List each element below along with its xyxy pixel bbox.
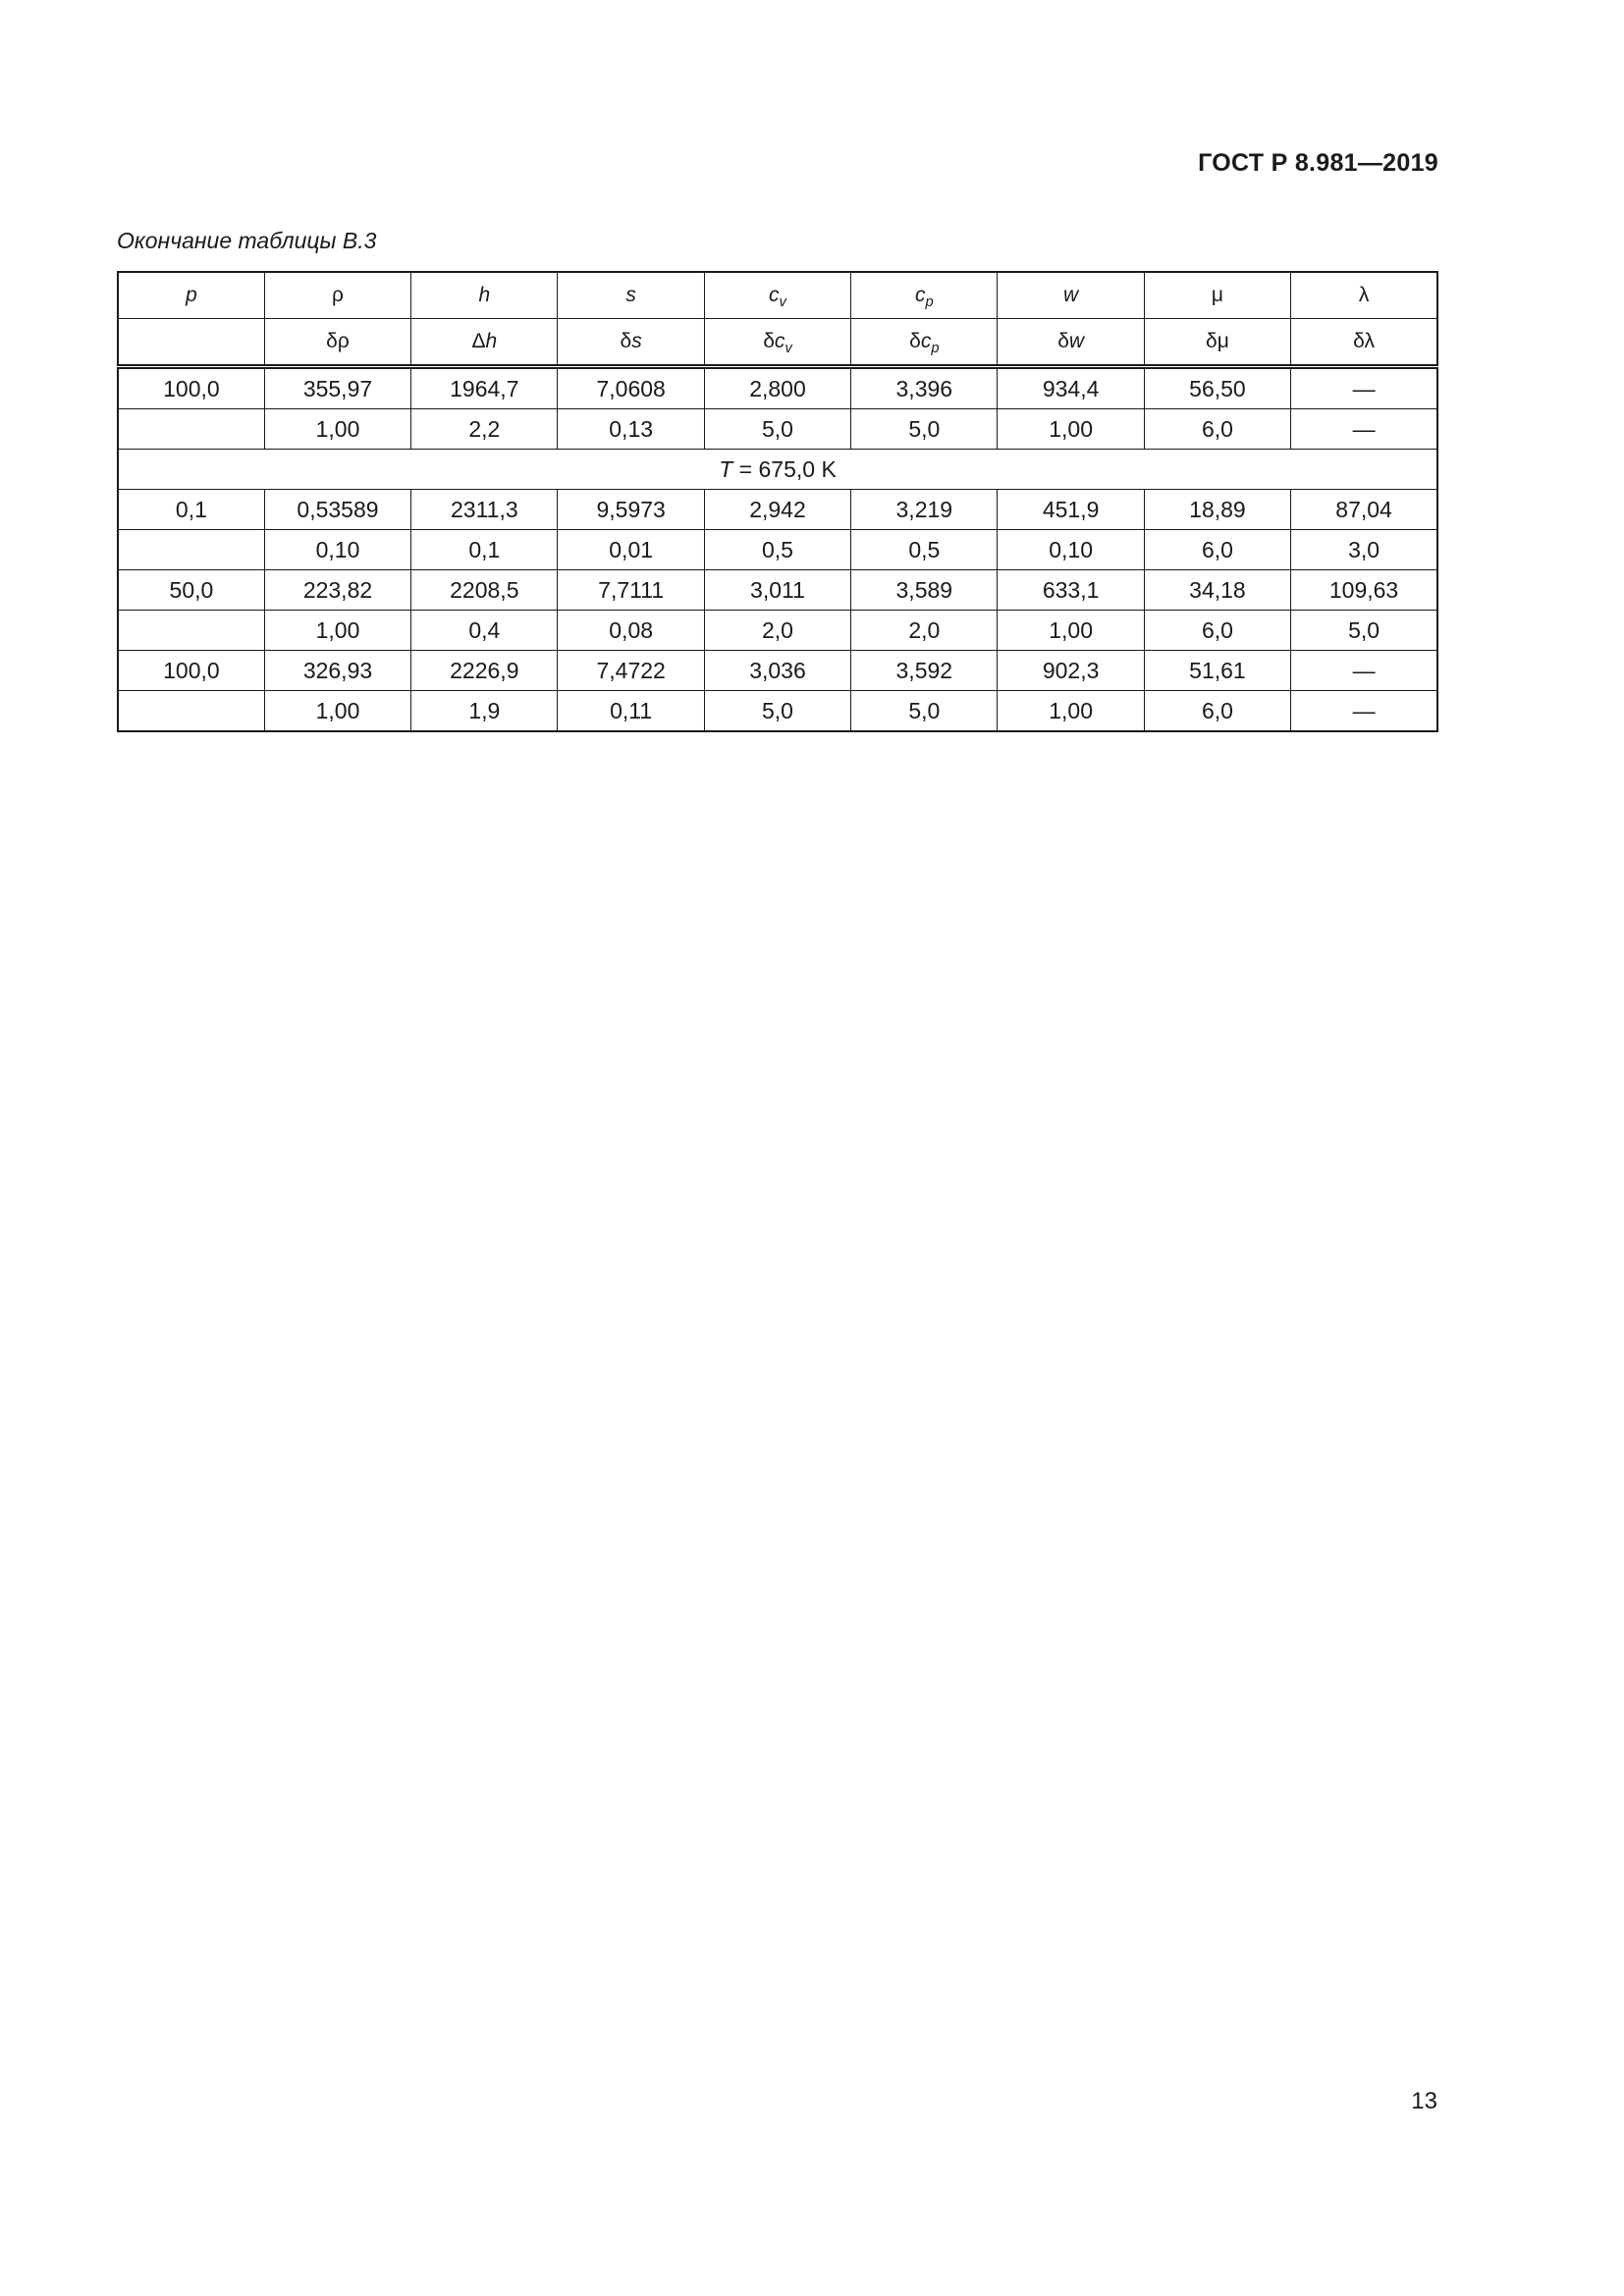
- header-symbol: δρ: [326, 330, 350, 352]
- table-cell: 1964,7: [411, 367, 558, 409]
- header-symbol: λ: [1358, 284, 1370, 306]
- header-symbol: δs: [620, 330, 642, 352]
- table-cell: 1,00: [998, 409, 1144, 450]
- table-cell: 633,1: [998, 570, 1144, 611]
- header-symbol: δw: [1057, 330, 1085, 352]
- table-cell: 109,63: [1291, 570, 1437, 611]
- table-cell: 2,0: [704, 611, 850, 651]
- table-cell: 6,0: [1144, 691, 1290, 732]
- table-cell: 1,00: [998, 691, 1144, 732]
- table-cell: 6,0: [1144, 409, 1290, 450]
- table-cell: 87,04: [1291, 490, 1437, 530]
- table-cell: 326,93: [264, 651, 410, 691]
- table-cell: —: [1291, 367, 1437, 409]
- table-row: [118, 570, 1437, 611]
- document-code: ГОСТ Р 8.981—2019: [1198, 149, 1438, 177]
- header-subscript: p: [931, 341, 940, 357]
- table-cell: 18,89: [1144, 490, 1290, 530]
- header-symbol: δc: [763, 330, 785, 352]
- table-cell: [118, 691, 264, 732]
- table-cell: 934,4: [998, 367, 1144, 409]
- table-cell: 5,0: [851, 691, 998, 732]
- table-cell: 100,0: [118, 651, 264, 691]
- header-cell: [411, 272, 558, 319]
- table-cell: 223,82: [264, 570, 410, 611]
- table-cell: 2,0: [851, 611, 998, 651]
- header-cell: [704, 319, 850, 367]
- table-cell: 100,0: [118, 367, 264, 409]
- table-caption: Окончание таблицы В.3: [117, 228, 377, 253]
- header-subscript: v: [785, 341, 792, 357]
- header-cell: [1291, 272, 1437, 319]
- table-row: [118, 651, 1437, 691]
- table-cell: [118, 611, 264, 651]
- table-cell: 0,10: [264, 530, 410, 570]
- table-row: [118, 691, 1437, 732]
- header-cell: [851, 272, 998, 319]
- table-cell: 50,0: [118, 570, 264, 611]
- table-cell: 0,13: [558, 409, 704, 450]
- table-cell: —: [1291, 409, 1437, 450]
- table-cell: 7,7111: [558, 570, 704, 611]
- header-cell: [558, 319, 704, 367]
- table-cell: 0,4: [411, 611, 558, 651]
- table-cell: 7,0608: [558, 367, 704, 409]
- table-cell: 355,97: [264, 367, 410, 409]
- header-symbol: h: [478, 284, 491, 306]
- table-cell: 6,0: [1144, 530, 1290, 570]
- table-cell: 1,00: [264, 691, 410, 732]
- header-symbol: c: [914, 284, 926, 306]
- page-number: 13: [1411, 2088, 1437, 2114]
- header-cell: [998, 319, 1144, 367]
- table-cell: 5,0: [1291, 611, 1437, 651]
- table-cell: 3,589: [851, 570, 998, 611]
- temperature-section-label: T = 675,0 K: [118, 450, 1437, 490]
- table-cell: 2,942: [704, 490, 850, 530]
- header-symbol: δc: [909, 330, 932, 352]
- table-cell: 2208,5: [411, 570, 558, 611]
- header-cell: [704, 272, 850, 319]
- header-row-uncertainties: [118, 319, 1437, 367]
- table-row: [118, 367, 1437, 409]
- table-cell: 5,0: [704, 691, 850, 732]
- table-cell: 0,08: [558, 611, 704, 651]
- table-cell: 7,4722: [558, 651, 704, 691]
- table-cell: 0,11: [558, 691, 704, 732]
- table-cell: 51,61: [1144, 651, 1290, 691]
- header-cell: [998, 272, 1144, 319]
- header-symbol: w: [1063, 284, 1079, 306]
- table-cell: 6,0: [1144, 611, 1290, 651]
- table-cell: 5,0: [851, 409, 998, 450]
- table-cell: 3,592: [851, 651, 998, 691]
- table-cell: 5,0: [704, 409, 850, 450]
- table-cell: 56,50: [1144, 367, 1290, 409]
- data-table: [117, 271, 1438, 732]
- table-cell: 0,01: [558, 530, 704, 570]
- header-symbol: δμ: [1206, 330, 1229, 352]
- table-row: [118, 490, 1437, 530]
- table-cell: 2311,3: [411, 490, 558, 530]
- header-cell: [1291, 319, 1437, 367]
- table-cell: 9,5973: [558, 490, 704, 530]
- header-symbol: μ: [1211, 284, 1224, 306]
- header-cell: [118, 319, 264, 367]
- header-symbol: ρ: [332, 284, 344, 306]
- table-cell: 3,396: [851, 367, 998, 409]
- table-cell: [118, 409, 264, 450]
- header-cell: [264, 272, 410, 319]
- table-cell: 0,1: [118, 490, 264, 530]
- table-cell: 0,1: [411, 530, 558, 570]
- table-cell: 902,3: [998, 651, 1144, 691]
- header-subscript: p: [925, 294, 934, 311]
- header-cell: [411, 319, 558, 367]
- header-symbol: s: [625, 284, 636, 306]
- table-cell: 3,011: [704, 570, 850, 611]
- table-cell: 2,800: [704, 367, 850, 409]
- table-cell: —: [1291, 691, 1437, 732]
- table-cell: 0,53589: [264, 490, 410, 530]
- table-cell: 0,10: [998, 530, 1144, 570]
- table-cell: [118, 530, 264, 570]
- header-cell: [1144, 319, 1290, 367]
- table-cell: 0,5: [851, 530, 998, 570]
- table-cell: 451,9: [998, 490, 1144, 530]
- table-cell: —: [1291, 651, 1437, 691]
- table-cell: 0,5: [704, 530, 850, 570]
- table-cell: 1,9: [411, 691, 558, 732]
- table-cell: 3,036: [704, 651, 850, 691]
- header-symbol: δλ: [1353, 330, 1375, 352]
- header-cell: [851, 319, 998, 367]
- header-cell: [118, 272, 264, 319]
- table-row: [118, 530, 1437, 570]
- table-cell: 2,2: [411, 409, 558, 450]
- table-row: [118, 611, 1437, 651]
- header-symbol: Δh: [471, 330, 498, 352]
- table-cell: 34,18: [1144, 570, 1290, 611]
- header-subscript: v: [779, 294, 786, 311]
- header-cell: [264, 319, 410, 367]
- header-cell: [1144, 272, 1290, 319]
- table-cell: 1,00: [998, 611, 1144, 651]
- header-symbol: p: [186, 284, 197, 306]
- header-row-quantities: [118, 272, 1437, 319]
- table-cell: 3,219: [851, 490, 998, 530]
- table-cell: 1,00: [264, 409, 410, 450]
- table-row: [118, 409, 1437, 450]
- table-cell: 3,0: [1291, 530, 1437, 570]
- header-cell: [558, 272, 704, 319]
- header-symbol: c: [769, 284, 780, 306]
- table-cell: 1,00: [264, 611, 410, 651]
- section-row: [118, 450, 1437, 490]
- table-cell: 2226,9: [411, 651, 558, 691]
